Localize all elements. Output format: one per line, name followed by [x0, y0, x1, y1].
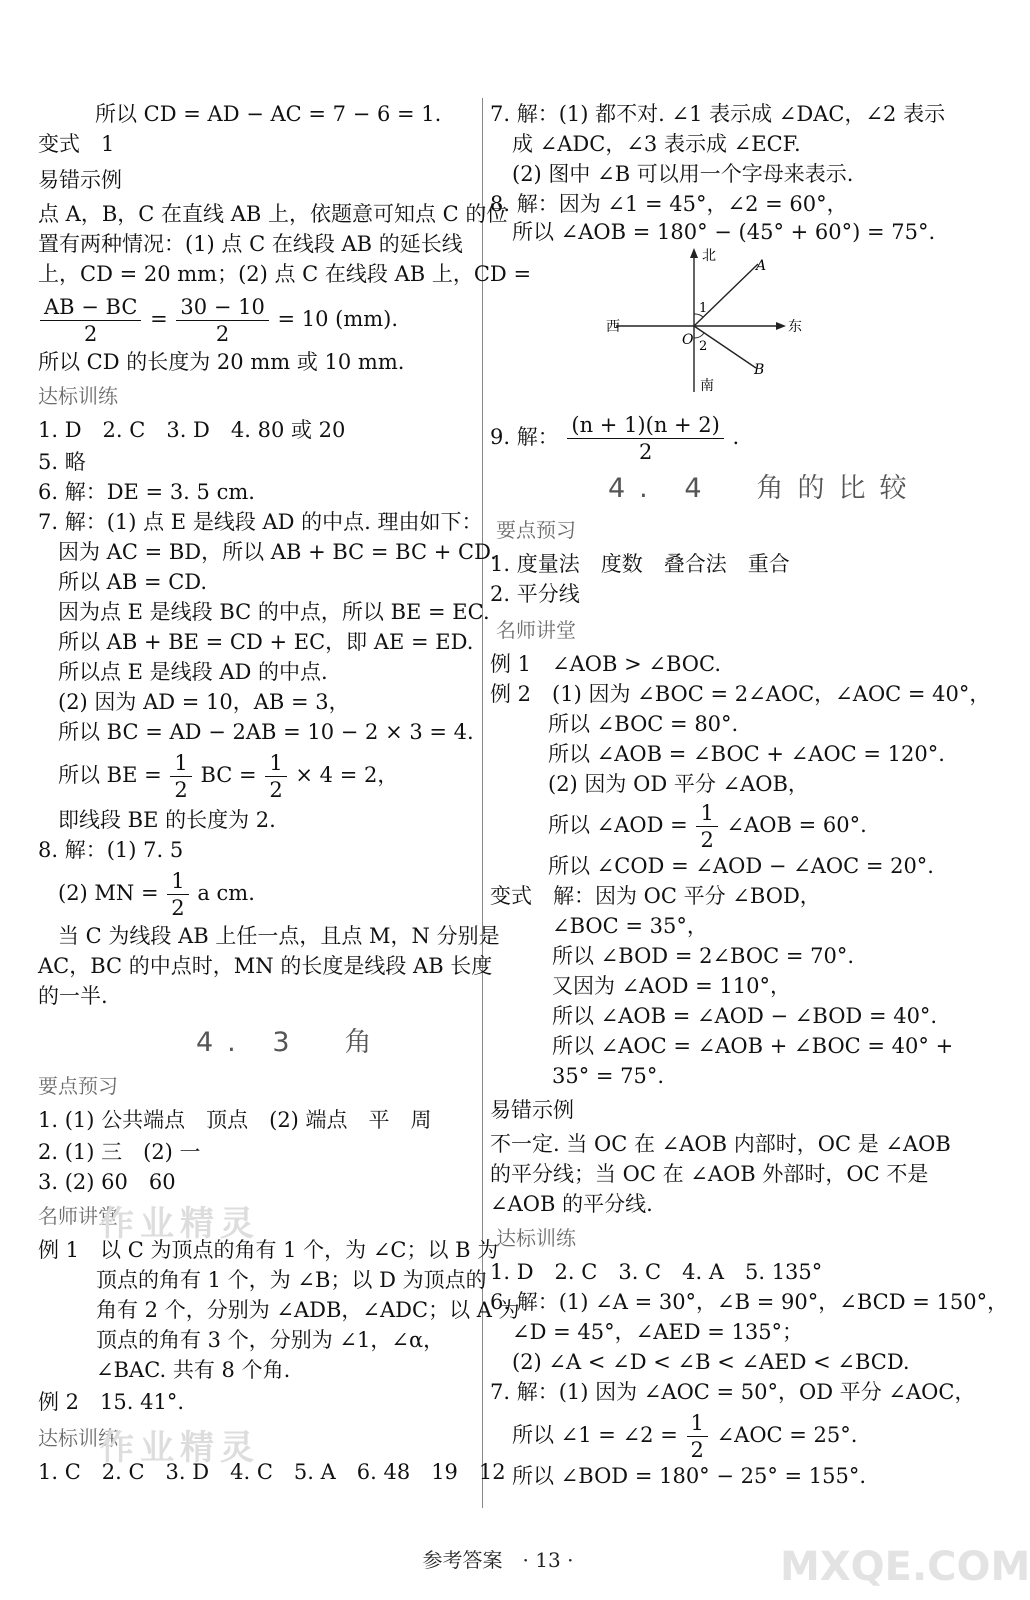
answer-line: 1. (1) 公共端点 顶点 (2) 端点 平 周 [38, 1108, 432, 1132]
fraction: $\frac{30 - 10}{2}$ [176, 294, 268, 347]
fraction: $\frac{1}{2}$ [696, 800, 717, 853]
angle-1-label: 1 [699, 301, 708, 316]
answer-line: 3. (2) 60 60 [38, 1170, 176, 1194]
section-heading: 名师讲堂 [38, 1204, 118, 1228]
example-line: 例 2 (1) 因为 ∠BOC = 2∠AOC，∠AOC = 40°， [490, 682, 991, 706]
east-label: 东 [788, 319, 802, 335]
example-line: 角有 2 个，分别为 ∠ADB，∠ADC；以 A 为 [96, 1298, 520, 1322]
answer-line: 7. 解：(1) 都不对. ∠1 表示成 ∠DAC，∠2 表示 [490, 102, 946, 126]
text-line: 置有两种情况：(1) 点 C 在线段 AB 的延长线 [38, 232, 463, 256]
example-line: 所以 ∠COD = ∠AOD − ∠AOC = 20°. [548, 854, 934, 878]
section-heading: 名师讲堂 [496, 618, 576, 642]
answer-line: ∠D = 45°，∠AED = 135°； [512, 1320, 804, 1344]
example-line: ∠BOC = 35°， [552, 914, 708, 938]
watermark: 作业精灵 [100, 1204, 260, 1244]
fraction: $\frac{(n + 1)(n + 2)}{2}$ [567, 412, 723, 465]
point-a-label: A [756, 258, 767, 274]
example-line: 35° = 75°. [552, 1064, 665, 1088]
text-line: 上，CD = 20 mm；(2) 点 C 在线段 AB 上，CD = [38, 262, 532, 286]
angle-2-arc [694, 333, 704, 338]
answer-line: 因为 AC = BD，所以 AB + BC = BC + CD. [58, 540, 497, 564]
answer-line: 6. 解：DE = 3. 5 cm. [38, 480, 255, 504]
formula-line: 9. 解： $\frac{(n + 1)(n + 2)}{2}$ . [490, 413, 740, 464]
fraction: $\frac{1}{2}$ [170, 750, 191, 803]
example-line: 所以 ∠BOD = 2∠BOC = 70°. [552, 944, 854, 968]
answer-line: 1. C 2. C 3. D 4. C 5. A 6. 48 19 12 [38, 1460, 506, 1484]
answer-line: ∠AOB 的平分线. [490, 1192, 653, 1216]
formula-line: $\frac{AB - BC}{2}$ = $\frac{30 - 10}{2}$ = 10 (mm). [38, 294, 398, 347]
text-line: 点 A，B，C 在直线 AB 上，依题意可知点 C 的位 [38, 202, 508, 226]
answer-line: 8. 解：因为 ∠1 = 45°，∠2 = 60°， [490, 192, 848, 216]
formula-line: 所以 ∠1 = ∠2 = $\frac{1}{2}$ ∠AOC = 25°. [512, 1411, 858, 1462]
example-line: 例 1 ∠AOB > ∠BOC. [490, 652, 722, 676]
north-label: 北 [702, 248, 716, 264]
formula-line: (2) MN = $\frac{1}{2}$ a cm. [58, 869, 255, 920]
answer-line: (2) 图中 ∠B 可以用一个字母来表示. [512, 162, 854, 186]
answer-line: 6. 解：(1) ∠A = 30°，∠B = 90°，∠BCD = 150°， [490, 1290, 1009, 1314]
section-heading: 达标训练 [38, 384, 118, 408]
answer-line: 成 ∠ADC，∠3 表示成 ∠ECF. [512, 132, 801, 156]
page-footer: 参考答案 · 13 · [422, 1548, 574, 1572]
answer-line: 的平分线；当 OC 在 ∠AOB 外部时，OC 不是 [490, 1162, 929, 1186]
origin-label: O [682, 332, 694, 348]
example-line: 所以 ∠AOC = ∠AOB + ∠BOC = 40° + [552, 1034, 954, 1058]
answer-line: 7. 解：(1) 点 E 是线段 AD 的中点. 理由如下： [38, 510, 483, 534]
example-line: 顶点的角有 1 个，为 ∠B；以 D 为顶点的 [96, 1268, 487, 1292]
answer-line: 的一半. [38, 984, 108, 1008]
answer-line: (2) ∠A < ∠D < ∠B < ∠AED < ∠BCD. [512, 1350, 910, 1374]
answer-line: AC，BC 的中点时，MN 的长度是线段 AB 长度 [38, 954, 493, 978]
section-heading: 达标训练 [496, 1226, 576, 1250]
section-title: 4. 3 角 [196, 1027, 386, 1058]
text-line: 变式 1 [38, 132, 115, 156]
answer-line: 所以 ∠BOD = 180° − 25° = 155°. [512, 1464, 867, 1488]
section-heading: 达标训练 [38, 1426, 118, 1450]
section-heading: 要点预习 [496, 518, 576, 542]
watermark: 作业精灵 [100, 1428, 260, 1468]
answer-line: 5. 略 [38, 450, 86, 474]
fraction: $\frac{1}{2}$ [265, 750, 286, 803]
answer-line: 8. 解：(1) 7. 5 [38, 838, 184, 862]
example-line: 所以 ∠AOB = ∠BOC + ∠AOC = 120°. [548, 742, 945, 766]
answer-line: 不一定. 当 OC 在 ∠AOB 内部时，OC 是 ∠AOB [490, 1132, 951, 1156]
answer-line: 所以 AB + BE = CD + EC，即 AE = ED. [58, 630, 474, 654]
fraction: $\frac{AB - BC}{2}$ [40, 294, 141, 347]
answer-line: 1. D 2. C 3. D 4. 80 或 20 [38, 418, 346, 442]
answer-line: 即线段 BE 的长度为 2. [58, 808, 276, 832]
section-title: 4. 4 角的比较 [608, 473, 921, 504]
answer-line: 所以 AB = CD. [58, 570, 208, 594]
south-label: 南 [700, 378, 714, 394]
answer-line: 所以 ∠AOB = 180° − (45° + 60°) = 75°. [512, 220, 936, 244]
compass-diagram [596, 244, 806, 396]
answer-line: 7. 解：(1) 因为 ∠AOC = 50°，OD 平分 ∠AOC， [490, 1380, 976, 1404]
point-b-label: B [754, 362, 765, 378]
example-line: 所以 ∠BOC = 80°. [548, 712, 739, 736]
fraction: $\frac{1}{2}$ [687, 1410, 708, 1463]
answer-line: 因为点 E 是线段 BC 的中点，所以 BE = EC. [58, 600, 490, 624]
example-line: 顶点的角有 3 个，分别为 ∠1，∠α， [96, 1328, 445, 1352]
formula-line: 所以 ∠AOD = $\frac{1}{2}$ ∠AOB = 60°. [548, 801, 867, 852]
answer-line: 1. 度量法 度数 叠合法 重合 [490, 552, 790, 576]
angle-2-label: 2 [699, 339, 708, 354]
west-label: 西 [606, 319, 620, 335]
example-line: 变式 解：因为 OC 平分 ∠BOD， [490, 884, 821, 908]
east-arrow [776, 322, 786, 330]
fraction: $\frac{1}{2}$ [167, 868, 188, 921]
example-line: 例 2 15. 41°. [38, 1390, 185, 1414]
formula-line: 所以 BE = $\frac{1}{2}$ BC = $\frac{1}{2}$ × 4 = 2， [58, 751, 399, 802]
section-heading: 要点预习 [38, 1074, 118, 1098]
example-line: 又因为 ∠AOD = 110°， [552, 974, 792, 998]
example-line: 所以 ∠AOB = ∠AOD − ∠BOD = 40°. [552, 1004, 938, 1028]
answer-line: 所以 BC = AD − 2AB = 10 − 2 × 3 = 4. [58, 720, 474, 744]
section-heading: 易错示例 [490, 1098, 574, 1122]
watermark-logo: MXQE.COM [780, 1544, 1030, 1590]
example-line: ∠BAC. 共有 8 个角. [96, 1358, 291, 1382]
text-line: 所以 CD 的长度为 20 mm 或 10 mm. [38, 350, 405, 374]
example-line: 例 1 以 C 为顶点的角有 1 个，为 ∠C；以 B 为 [38, 1238, 499, 1262]
answer-line: 2. 平分线 [490, 582, 580, 606]
answer-line: 当 C 为线段 AB 上任一点，且点 M，N 分别是 [58, 924, 500, 948]
example-line: (2) 因为 OD 平分 ∠AOB， [548, 772, 809, 796]
section-heading: 易错示例 [38, 168, 122, 192]
answer-line: 2. (1) 三 (2) 一 [38, 1140, 201, 1164]
north-arrow [690, 248, 698, 258]
answer-line: 1. D 2. C 3. C 4. A 5. 135° [490, 1260, 823, 1284]
answer-line: 所以点 E 是线段 AD 的中点. [58, 660, 328, 684]
text-line: 所以 CD = AD − AC = 7 − 6 = 1. [95, 102, 442, 126]
answer-line: (2) 因为 AD = 10，AB = 3， [58, 690, 350, 714]
